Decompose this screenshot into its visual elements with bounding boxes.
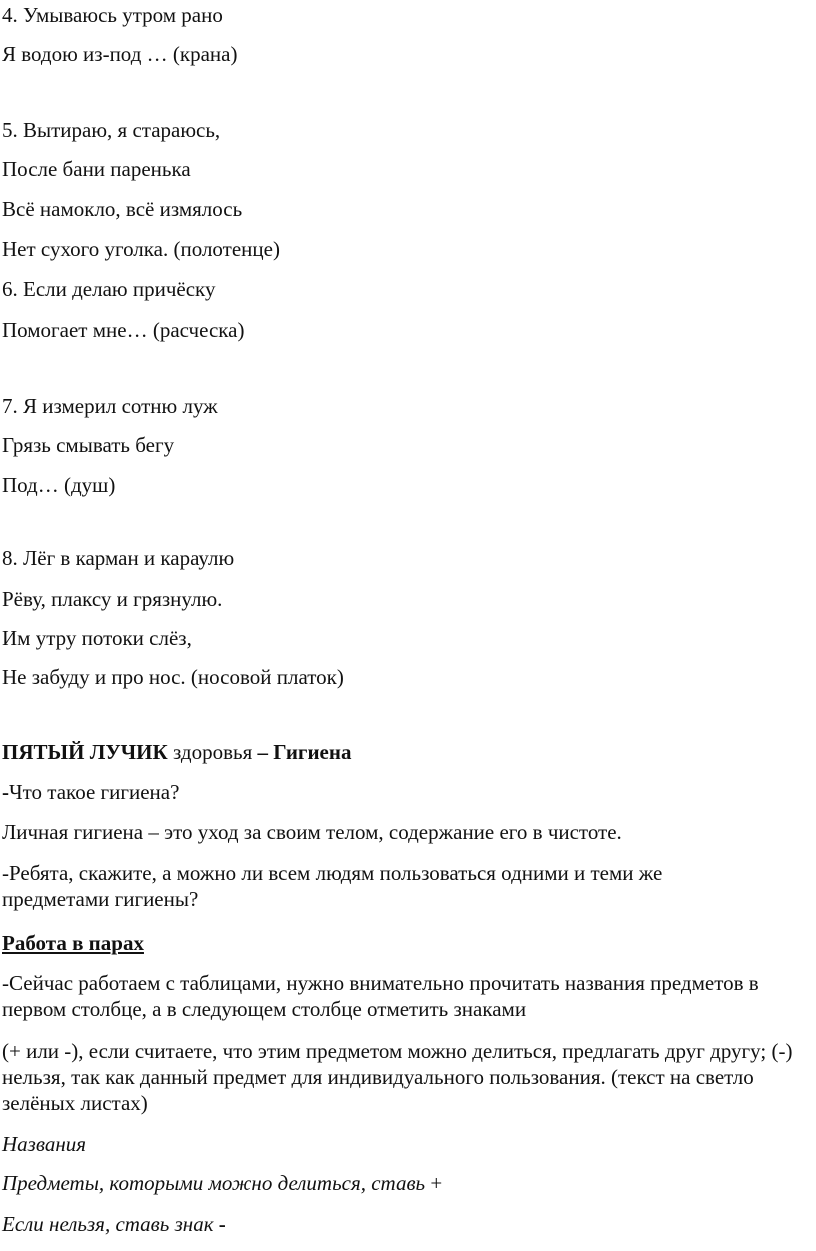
table-hint-not-shareable-text: Если нельзя, ставь знак [2, 1212, 214, 1236]
riddle-5-line-1: 5. Вытираю, я стараюсь, [2, 118, 221, 142]
table-hint-names: Названия [2, 1132, 87, 1156]
section-title-dash: – [257, 740, 274, 764]
pair-work-instruction-2: (+ или -), если считаете, что этим предметом можно делиться, предлагать друг другу; (-) нельзя, так как данный предмет для индивидуального пользования. (текст на светло зелёных листах) [2, 1039, 793, 1115]
table-hint-shareable-text: Предметы, которыми можно делиться, ставь [2, 1171, 426, 1195]
riddle-5-line-3: Всё намокло, всё измялось [2, 197, 243, 221]
hygiene-question [2, 780, 179, 804]
hygiene-question-2: -Ребята, скажите, а можно ли всем людям пользоваться одними и теми же предметами гигиены? [2, 861, 663, 911]
table-hint-shareable [2, 1171, 442, 1195]
hygiene-question-text: Что такое гигиена? [9, 780, 180, 804]
riddle-7-line-3: Под… (душ) [2, 473, 116, 497]
riddle-8-line-2: Рёву, плаксу и грязнулю. [2, 587, 223, 611]
riddle-8-line-3: Им утру потоки слёз, [2, 626, 192, 650]
section-title-bold: ПЯТЫЙ ЛУЧИК [2, 740, 168, 764]
plus-sign: + [425, 1171, 443, 1195]
riddle-7-line-1: 7. Я измерил сотню луж [2, 394, 218, 418]
pair-work-instruction-1: -Сейчас работаем с таблицами, нужно внимательно прочитать названия предметов в первом столбце, а в следующем столбце отметить знаками [2, 971, 759, 1021]
riddle-8-line-1: 8. Лёг в карман и караулю [2, 546, 235, 570]
riddle-5-line-2: После бани паренька [2, 157, 191, 181]
section-title [2, 740, 351, 764]
table-hint-not-shareable [2, 1212, 226, 1236]
riddle-4-line-1: 4. Умываюсь утром рано [2, 3, 223, 27]
pair-work-heading [2, 931, 144, 955]
riddle-8-line-4: Не забуду и про нос. (носовой платок) [2, 665, 344, 689]
riddle-5-line-4: Нет сухого уголка. (полотенце) [2, 237, 280, 261]
riddle-6-line-1: 6. Если делаю причёску [2, 277, 216, 301]
section-title-normal: здоровья [167, 740, 258, 764]
riddle-7-line-2: Грязь смывать бегу [2, 433, 175, 457]
hygiene-question-dash: - [2, 780, 9, 804]
riddle-4-line-2: Я водою из-под … (крана) [2, 42, 238, 66]
section-title-topic: Гигиена [273, 740, 352, 764]
riddle-6-line-2: Помогает мне… (расческа) [2, 318, 245, 342]
pair-work-heading-text: Работа в парах [2, 931, 144, 955]
hygiene-definition: Личная гигиена – это уход за своим телом, содержание его в чистоте. [2, 820, 622, 844]
minus-sign: - [213, 1212, 226, 1236]
